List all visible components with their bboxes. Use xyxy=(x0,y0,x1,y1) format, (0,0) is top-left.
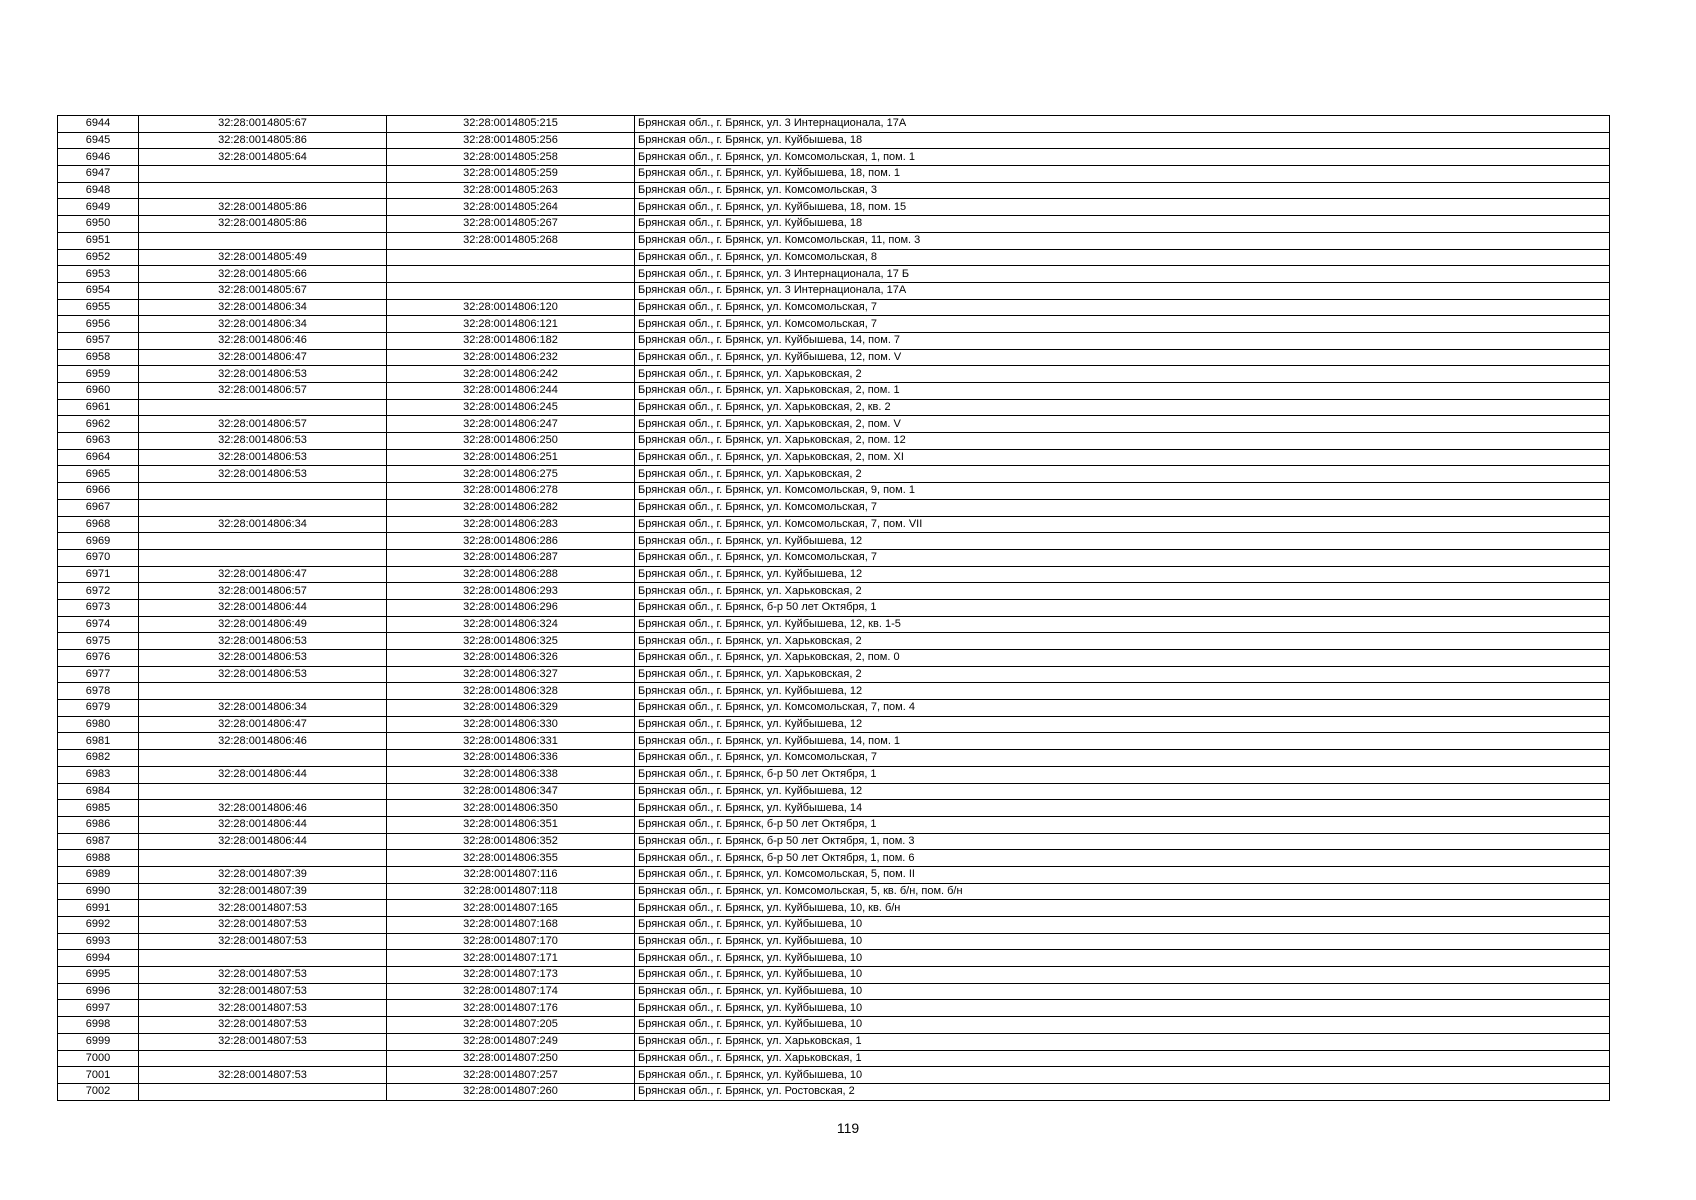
land-cadastral-number-cell: 32:28:0014805:86 xyxy=(139,132,387,149)
object-cadastral-number-cell: 32:28:0014805:268 xyxy=(387,232,635,249)
table-row xyxy=(58,249,1610,266)
land-cadastral-number-cell: 32:28:0014806:44 xyxy=(139,766,387,783)
address-cell: Брянская обл., г. Брянск, ул. Комсомольская, 7, пом. VII xyxy=(635,516,1610,533)
table-row xyxy=(58,1033,1610,1050)
table-row xyxy=(58,466,1610,483)
land-cadastral-number-cell: 32:28:0014805:67 xyxy=(139,282,387,299)
object-cadastral-number-cell: 32:28:0014806:283 xyxy=(387,516,635,533)
land-cadastral-number-cell xyxy=(139,399,387,416)
object-cadastral-number-cell: 32:28:0014805:263 xyxy=(387,182,635,199)
table-row xyxy=(58,132,1610,149)
land-cadastral-number-cell: 32:28:0014807:53 xyxy=(139,983,387,1000)
table-row xyxy=(58,866,1610,883)
address-cell: Брянская обл., г. Брянск, ул. Харьковская, 2, пом. 0 xyxy=(635,650,1610,667)
table-row xyxy=(58,716,1610,733)
address-cell: Брянская обл., г. Брянск, ул. Куйбышева, 10 xyxy=(635,1017,1610,1034)
address-cell: Брянская обл., г. Брянск, ул. Комсомольская, 8 xyxy=(635,249,1610,266)
row-number-cell: 6965 xyxy=(58,466,139,483)
row-number-cell: 6981 xyxy=(58,733,139,750)
table-row xyxy=(58,750,1610,767)
land-cadastral-number-cell xyxy=(139,950,387,967)
table-row xyxy=(58,182,1610,199)
table-row xyxy=(58,1083,1610,1100)
row-number-cell: 6990 xyxy=(58,883,139,900)
object-cadastral-number-cell: 32:28:0014806:245 xyxy=(387,399,635,416)
row-number-cell: 7002 xyxy=(58,1083,139,1100)
object-cadastral-number-cell: 32:28:0014806:287 xyxy=(387,549,635,566)
land-cadastral-number-cell: 32:28:0014806:34 xyxy=(139,316,387,333)
land-cadastral-number-cell xyxy=(139,750,387,767)
table-row xyxy=(58,149,1610,166)
table-row xyxy=(58,683,1610,700)
address-cell: Брянская обл., г. Брянск, ул. Харьковская, 2 xyxy=(635,583,1610,600)
address-cell: Брянская обл., г. Брянск, ул. Куйбышева, 18 xyxy=(635,132,1610,149)
table-row xyxy=(58,383,1610,400)
land-cadastral-number-cell xyxy=(139,549,387,566)
object-cadastral-number-cell: 32:28:0014806:251 xyxy=(387,449,635,466)
land-cadastral-number-cell: 32:28:0014807:53 xyxy=(139,1000,387,1017)
address-cell: Брянская обл., г. Брянск, ул. Куйбышева, 12 xyxy=(635,533,1610,550)
object-cadastral-number-cell: 32:28:0014806:120 xyxy=(387,299,635,316)
object-cadastral-number-cell xyxy=(387,266,635,283)
table-row xyxy=(58,216,1610,233)
table-row xyxy=(58,1067,1610,1084)
table-row xyxy=(58,349,1610,366)
address-cell: Брянская обл., г. Брянск, ул. 3 Интернационала, 17 Б xyxy=(635,266,1610,283)
land-cadastral-number-cell: 32:28:0014807:53 xyxy=(139,1067,387,1084)
object-cadastral-number-cell: 32:28:0014806:275 xyxy=(387,466,635,483)
address-cell: Брянская обл., г. Брянск, ул. Комсомольская, 5, кв. б/н, пом. б/н xyxy=(635,883,1610,900)
row-number-cell: 6969 xyxy=(58,533,139,550)
address-cell: Брянская обл., г. Брянск, ул. Куйбышева, 18, пом. 1 xyxy=(635,166,1610,183)
row-number-cell: 6960 xyxy=(58,383,139,400)
table-row xyxy=(58,633,1610,650)
object-cadastral-number-cell: 32:28:0014806:288 xyxy=(387,566,635,583)
address-cell: Брянская обл., г. Брянск, ул. Комсомольская, 3 xyxy=(635,182,1610,199)
address-cell: Брянская обл., г. Брянск, б-р 50 лет Октября, 1 xyxy=(635,599,1610,616)
address-cell: Брянская обл., г. Брянск, ул. Куйбышева, 10 xyxy=(635,950,1610,967)
address-cell: Брянская обл., г. Брянск, ул. Комсомольская, 1, пом. 1 xyxy=(635,149,1610,166)
row-number-cell: 6983 xyxy=(58,766,139,783)
object-cadastral-number-cell: 32:28:0014806:326 xyxy=(387,650,635,667)
address-cell: Брянская обл., г. Брянск, ул. Комсомольская, 7, пом. 4 xyxy=(635,700,1610,717)
table-row xyxy=(58,816,1610,833)
object-cadastral-number-cell: 32:28:0014807:205 xyxy=(387,1017,635,1034)
table-row xyxy=(58,433,1610,450)
table-row xyxy=(58,399,1610,416)
row-number-cell: 6979 xyxy=(58,700,139,717)
row-number-cell: 6977 xyxy=(58,666,139,683)
land-cadastral-number-cell: 32:28:0014807:53 xyxy=(139,1033,387,1050)
address-cell: Брянская обл., г. Брянск, ул. Куйбышева, 10 xyxy=(635,917,1610,934)
land-cadastral-number-cell: 32:28:0014807:53 xyxy=(139,933,387,950)
table-row xyxy=(58,599,1610,616)
land-cadastral-number-cell: 32:28:0014806:57 xyxy=(139,383,387,400)
object-cadastral-number-cell: 32:28:0014805:256 xyxy=(387,132,635,149)
table-row xyxy=(58,700,1610,717)
table-row xyxy=(58,316,1610,333)
address-cell: Брянская обл., г. Брянск, ул. Харьковская, 1 xyxy=(635,1033,1610,1050)
land-cadastral-number-cell: 32:28:0014806:57 xyxy=(139,583,387,600)
land-cadastral-number-cell: 32:28:0014806:53 xyxy=(139,666,387,683)
land-cadastral-number-cell: 32:28:0014807:39 xyxy=(139,883,387,900)
address-cell: Брянская обл., г. Брянск, ул. Куйбышева, 10 xyxy=(635,933,1610,950)
row-number-cell: 6976 xyxy=(58,650,139,667)
row-number-cell: 6949 xyxy=(58,199,139,216)
object-cadastral-number-cell: 32:28:0014806:329 xyxy=(387,700,635,717)
object-cadastral-number-cell: 32:28:0014805:215 xyxy=(387,116,635,133)
land-cadastral-number-cell xyxy=(139,166,387,183)
object-cadastral-number-cell: 32:28:0014807:174 xyxy=(387,983,635,1000)
table-row xyxy=(58,950,1610,967)
address-cell: Брянская обл., г. Брянск, ул. Куйбышева, 12, пом. V xyxy=(635,349,1610,366)
row-number-cell: 6966 xyxy=(58,483,139,500)
land-cadastral-number-cell: 32:28:0014806:47 xyxy=(139,349,387,366)
object-cadastral-number-cell: 32:28:0014806:278 xyxy=(387,483,635,500)
land-cadastral-number-cell: 32:28:0014807:53 xyxy=(139,900,387,917)
object-cadastral-number-cell: 32:28:0014807:171 xyxy=(387,950,635,967)
land-cadastral-number-cell: 32:28:0014806:44 xyxy=(139,816,387,833)
page-number: 119 xyxy=(836,1120,860,1136)
land-cadastral-number-cell: 32:28:0014805:66 xyxy=(139,266,387,283)
row-number-cell: 6962 xyxy=(58,416,139,433)
table-row xyxy=(58,499,1610,516)
object-cadastral-number-cell: 32:28:0014806:232 xyxy=(387,349,635,366)
object-cadastral-number-cell: 32:28:0014807:176 xyxy=(387,1000,635,1017)
object-cadastral-number-cell: 32:28:0014807:118 xyxy=(387,883,635,900)
row-number-cell: 6998 xyxy=(58,1017,139,1034)
land-cadastral-number-cell: 32:28:0014805:67 xyxy=(139,116,387,133)
address-cell: Брянская обл., г. Брянск, ул. Куйбышева, 14 xyxy=(635,800,1610,817)
object-cadastral-number-cell: 32:28:0014806:286 xyxy=(387,533,635,550)
table-row xyxy=(58,883,1610,900)
object-cadastral-number-cell: 32:28:0014806:328 xyxy=(387,683,635,700)
address-cell: Брянская обл., г. Брянск, ул. Куйбышева, 14, пом. 7 xyxy=(635,332,1610,349)
row-number-cell: 6953 xyxy=(58,266,139,283)
address-cell: Брянская обл., г. Брянск, ул. Харьковская, 2, кв. 2 xyxy=(635,399,1610,416)
land-cadastral-number-cell: 32:28:0014806:34 xyxy=(139,299,387,316)
address-cell: Брянская обл., г. Брянск, ул. 3 Интернационала, 17А xyxy=(635,282,1610,299)
row-number-cell: 6975 xyxy=(58,633,139,650)
land-cadastral-number-cell: 32:28:0014806:46 xyxy=(139,800,387,817)
table-row xyxy=(58,533,1610,550)
land-cadastral-number-cell xyxy=(139,1083,387,1100)
row-number-cell: 6947 xyxy=(58,166,139,183)
land-cadastral-number-cell: 32:28:0014806:46 xyxy=(139,733,387,750)
address-cell: Брянская обл., г. Брянск, ул. Куйбышева, 12 xyxy=(635,683,1610,700)
land-cadastral-number-cell: 32:28:0014806:44 xyxy=(139,599,387,616)
row-number-cell: 6995 xyxy=(58,967,139,984)
land-cadastral-number-cell: 32:28:0014806:53 xyxy=(139,433,387,450)
table-row xyxy=(58,616,1610,633)
row-number-cell: 6964 xyxy=(58,449,139,466)
table-row xyxy=(58,483,1610,500)
data-table xyxy=(57,115,1610,1101)
address-cell: Брянская обл., г. Брянск, ул. Куйбышева, 12, кв. 1-5 xyxy=(635,616,1610,633)
land-cadastral-number-cell: 32:28:0014807:53 xyxy=(139,1017,387,1034)
table-row xyxy=(58,833,1610,850)
land-cadastral-number-cell xyxy=(139,182,387,199)
land-cadastral-number-cell: 32:28:0014806:49 xyxy=(139,616,387,633)
land-cadastral-number-cell: 32:28:0014807:53 xyxy=(139,967,387,984)
object-cadastral-number-cell xyxy=(387,282,635,299)
object-cadastral-number-cell: 32:28:0014806:331 xyxy=(387,733,635,750)
address-cell: Брянская обл., г. Брянск, ул. Куйбышева, 18, пом. 15 xyxy=(635,199,1610,216)
object-cadastral-number-cell: 32:28:0014806:355 xyxy=(387,850,635,867)
row-number-cell: 6988 xyxy=(58,850,139,867)
address-cell: Брянская обл., г. Брянск, ул. Харьковская, 1 xyxy=(635,1050,1610,1067)
table-row xyxy=(58,800,1610,817)
table-row xyxy=(58,116,1610,133)
object-cadastral-number-cell: 32:28:0014806:182 xyxy=(387,332,635,349)
address-cell: Брянская обл., г. Брянск, ул. Куйбышева, 10 xyxy=(635,983,1610,1000)
row-number-cell: 6978 xyxy=(58,683,139,700)
table-row xyxy=(58,449,1610,466)
land-cadastral-number-cell xyxy=(139,783,387,800)
land-cadastral-number-cell: 32:28:0014805:49 xyxy=(139,249,387,266)
object-cadastral-number-cell: 32:28:0014805:264 xyxy=(387,199,635,216)
table-row xyxy=(58,650,1610,667)
address-cell: Брянская обл., г. Брянск, ул. Харьковская, 2, пом. XI xyxy=(635,449,1610,466)
row-number-cell: 6991 xyxy=(58,900,139,917)
row-number-cell: 6970 xyxy=(58,549,139,566)
land-cadastral-number-cell: 32:28:0014806:53 xyxy=(139,650,387,667)
row-number-cell: 6996 xyxy=(58,983,139,1000)
object-cadastral-number-cell: 32:28:0014807:173 xyxy=(387,967,635,984)
row-number-cell: 6974 xyxy=(58,616,139,633)
land-cadastral-number-cell xyxy=(139,483,387,500)
row-number-cell: 6992 xyxy=(58,917,139,934)
row-number-cell: 6986 xyxy=(58,816,139,833)
object-cadastral-number-cell: 32:28:0014806:242 xyxy=(387,366,635,383)
object-cadastral-number-cell: 32:28:0014806:350 xyxy=(387,800,635,817)
address-cell: Брянская обл., г. Брянск, ул. Комсомольская, 7 xyxy=(635,316,1610,333)
row-number-cell: 6982 xyxy=(58,750,139,767)
object-cadastral-number-cell: 32:28:0014806:347 xyxy=(387,783,635,800)
address-cell: Брянская обл., г. Брянск, б-р 50 лет Октября, 1, пом. 3 xyxy=(635,833,1610,850)
row-number-cell: 6955 xyxy=(58,299,139,316)
object-cadastral-number-cell: 32:28:0014806:338 xyxy=(387,766,635,783)
table-row xyxy=(58,366,1610,383)
address-cell: Брянская обл., г. Брянск, ул. Ростовская, 2 xyxy=(635,1083,1610,1100)
land-cadastral-number-cell: 32:28:0014806:53 xyxy=(139,449,387,466)
table-row xyxy=(58,332,1610,349)
row-number-cell: 6951 xyxy=(58,232,139,249)
table-row xyxy=(58,933,1610,950)
address-cell: Брянская обл., г. Брянск, ул. Харьковская, 2, пом. V xyxy=(635,416,1610,433)
table-row xyxy=(58,232,1610,249)
object-cadastral-number-cell: 32:28:0014806:324 xyxy=(387,616,635,633)
row-number-cell: 6956 xyxy=(58,316,139,333)
object-cadastral-number-cell xyxy=(387,249,635,266)
land-cadastral-number-cell: 32:28:0014806:53 xyxy=(139,466,387,483)
object-cadastral-number-cell: 32:28:0014805:259 xyxy=(387,166,635,183)
object-cadastral-number-cell: 32:28:0014807:168 xyxy=(387,917,635,934)
land-cadastral-number-cell: 32:28:0014806:53 xyxy=(139,633,387,650)
row-number-cell: 6994 xyxy=(58,950,139,967)
address-cell: Брянская обл., г. Брянск, ул. Куйбышева, 10, кв. б/н xyxy=(635,900,1610,917)
land-cadastral-number-cell: 32:28:0014805:86 xyxy=(139,199,387,216)
row-number-cell: 6963 xyxy=(58,433,139,450)
table-row xyxy=(58,983,1610,1000)
row-number-cell: 6945 xyxy=(58,132,139,149)
land-cadastral-number-cell: 32:28:0014806:34 xyxy=(139,516,387,533)
table-row xyxy=(58,299,1610,316)
object-cadastral-number-cell: 32:28:0014806:296 xyxy=(387,599,635,616)
address-cell: Брянская обл., г. Брянск, ул. Комсомольская, 7 xyxy=(635,499,1610,516)
row-number-cell: 6997 xyxy=(58,1000,139,1017)
row-number-cell: 6971 xyxy=(58,566,139,583)
land-cadastral-number-cell: 32:28:0014805:64 xyxy=(139,149,387,166)
table-body xyxy=(58,116,1610,1101)
row-number-cell: 6957 xyxy=(58,332,139,349)
table-row xyxy=(58,850,1610,867)
address-cell: Брянская обл., г. Брянск, ул. 3 Интернационала, 17А xyxy=(635,116,1610,133)
land-cadastral-number-cell: 32:28:0014806:47 xyxy=(139,716,387,733)
table-row xyxy=(58,166,1610,183)
table-row xyxy=(58,766,1610,783)
table-row xyxy=(58,566,1610,583)
row-number-cell: 7000 xyxy=(58,1050,139,1067)
address-cell: Брянская обл., г. Брянск, б-р 50 лет Октября, 1 xyxy=(635,766,1610,783)
object-cadastral-number-cell: 32:28:0014806:244 xyxy=(387,383,635,400)
row-number-cell: 6944 xyxy=(58,116,139,133)
address-cell: Брянская обл., г. Брянск, ул. Комсомольская, 11, пом. 3 xyxy=(635,232,1610,249)
table-row xyxy=(58,967,1610,984)
table-row xyxy=(58,733,1610,750)
address-cell: Брянская обл., г. Брянск, ул. Харьковская, 2, пом. 12 xyxy=(635,433,1610,450)
table-row xyxy=(58,666,1610,683)
row-number-cell: 6973 xyxy=(58,599,139,616)
land-cadastral-number-cell xyxy=(139,232,387,249)
land-cadastral-number-cell xyxy=(139,1050,387,1067)
land-cadastral-number-cell: 32:28:0014806:53 xyxy=(139,366,387,383)
address-cell: Брянская обл., г. Брянск, ул. Харьковская, 2, пом. 1 xyxy=(635,383,1610,400)
table-row xyxy=(58,266,1610,283)
address-cell: Брянская обл., г. Брянск, ул. Комсомольская, 9, пом. 1 xyxy=(635,483,1610,500)
row-number-cell: 6985 xyxy=(58,800,139,817)
table-row xyxy=(58,549,1610,566)
object-cadastral-number-cell: 32:28:0014807:260 xyxy=(387,1083,635,1100)
land-cadastral-number-cell: 32:28:0014807:53 xyxy=(139,917,387,934)
land-cadastral-number-cell: 32:28:0014806:47 xyxy=(139,566,387,583)
row-number-cell: 6989 xyxy=(58,866,139,883)
address-cell: Брянская обл., г. Брянск, ул. Куйбышева, 10 xyxy=(635,1067,1610,1084)
table-row xyxy=(58,917,1610,934)
object-cadastral-number-cell: 32:28:0014806:325 xyxy=(387,633,635,650)
object-cadastral-number-cell: 32:28:0014806:352 xyxy=(387,833,635,850)
land-cadastral-number-cell: 32:28:0014806:34 xyxy=(139,700,387,717)
address-cell: Брянская обл., г. Брянск, ул. Комсомольская, 5, пом. II xyxy=(635,866,1610,883)
row-number-cell: 6948 xyxy=(58,182,139,199)
address-cell: Брянская обл., г. Брянск, ул. Харьковская, 2 xyxy=(635,666,1610,683)
object-cadastral-number-cell: 32:28:0014806:327 xyxy=(387,666,635,683)
land-cadastral-number-cell: 32:28:0014805:86 xyxy=(139,216,387,233)
address-cell: Брянская обл., г. Брянск, ул. Куйбышева, 12 xyxy=(635,783,1610,800)
row-number-cell: 6950 xyxy=(58,216,139,233)
object-cadastral-number-cell: 32:28:0014806:247 xyxy=(387,416,635,433)
land-cadastral-number-cell xyxy=(139,533,387,550)
object-cadastral-number-cell: 32:28:0014807:165 xyxy=(387,900,635,917)
object-cadastral-number-cell: 32:28:0014806:121 xyxy=(387,316,635,333)
row-number-cell: 6958 xyxy=(58,349,139,366)
address-cell: Брянская обл., г. Брянск, ул. Комсомольская, 7 xyxy=(635,299,1610,316)
address-cell: Брянская обл., г. Брянск, ул. Куйбышева, 10 xyxy=(635,967,1610,984)
address-cell: Брянская обл., г. Брянск, ул. Куйбышева, 12 xyxy=(635,716,1610,733)
table-row xyxy=(58,516,1610,533)
address-cell: Брянская обл., г. Брянск, ул. Куйбышева, 14, пом. 1 xyxy=(635,733,1610,750)
address-cell: Брянская обл., г. Брянск, ул. Куйбышева, 10 xyxy=(635,1000,1610,1017)
row-number-cell: 6959 xyxy=(58,366,139,383)
object-cadastral-number-cell: 32:28:0014806:351 xyxy=(387,816,635,833)
land-cadastral-number-cell: 32:28:0014807:39 xyxy=(139,866,387,883)
object-cadastral-number-cell: 32:28:0014807:170 xyxy=(387,933,635,950)
row-number-cell: 6952 xyxy=(58,249,139,266)
address-cell: Брянская обл., г. Брянск, ул. Харьковская, 2 xyxy=(635,366,1610,383)
row-number-cell: 6967 xyxy=(58,499,139,516)
table-row xyxy=(58,1000,1610,1017)
address-cell: Брянская обл., г. Брянск, ул. Харьковская, 2 xyxy=(635,466,1610,483)
table-row xyxy=(58,583,1610,600)
address-cell: Брянская обл., г. Брянск, б-р 50 лет Октября, 1, пом. 6 xyxy=(635,850,1610,867)
object-cadastral-number-cell: 32:28:0014806:330 xyxy=(387,716,635,733)
table-row xyxy=(58,900,1610,917)
row-number-cell: 6954 xyxy=(58,282,139,299)
object-cadastral-number-cell: 32:28:0014806:282 xyxy=(387,499,635,516)
row-number-cell: 6946 xyxy=(58,149,139,166)
object-cadastral-number-cell: 32:28:0014805:267 xyxy=(387,216,635,233)
row-number-cell: 6987 xyxy=(58,833,139,850)
object-cadastral-number-cell: 32:28:0014806:293 xyxy=(387,583,635,600)
address-cell: Брянская обл., г. Брянск, ул. Куйбышева, 18 xyxy=(635,216,1610,233)
row-number-cell: 6968 xyxy=(58,516,139,533)
row-number-cell: 6984 xyxy=(58,783,139,800)
land-cadastral-number-cell: 32:28:0014806:57 xyxy=(139,416,387,433)
address-cell: Брянская обл., г. Брянск, ул. Харьковская, 2 xyxy=(635,633,1610,650)
row-number-cell: 6999 xyxy=(58,1033,139,1050)
land-cadastral-number-cell xyxy=(139,499,387,516)
address-cell: Брянская обл., г. Брянск, ул. Куйбышева, 12 xyxy=(635,566,1610,583)
land-cadastral-number-cell: 32:28:0014806:44 xyxy=(139,833,387,850)
object-cadastral-number-cell: 32:28:0014807:116 xyxy=(387,866,635,883)
table-row xyxy=(58,783,1610,800)
table-row xyxy=(58,1050,1610,1067)
object-cadastral-number-cell: 32:28:0014807:249 xyxy=(387,1033,635,1050)
object-cadastral-number-cell: 32:28:0014806:250 xyxy=(387,433,635,450)
table-row xyxy=(58,416,1610,433)
row-number-cell: 6972 xyxy=(58,583,139,600)
row-number-cell: 7001 xyxy=(58,1067,139,1084)
row-number-cell: 6961 xyxy=(58,399,139,416)
land-cadastral-number-cell xyxy=(139,850,387,867)
address-cell: Брянская обл., г. Брянск, ул. Комсомольская, 7 xyxy=(635,549,1610,566)
object-cadastral-number-cell: 32:28:0014806:336 xyxy=(387,750,635,767)
object-cadastral-number-cell: 32:28:0014807:257 xyxy=(387,1067,635,1084)
table-row xyxy=(58,199,1610,216)
land-cadastral-number-cell: 32:28:0014806:46 xyxy=(139,332,387,349)
address-cell: Брянская обл., г. Брянск, ул. Комсомольская, 7 xyxy=(635,750,1610,767)
table-row xyxy=(58,1017,1610,1034)
object-cadastral-number-cell: 32:28:0014805:258 xyxy=(387,149,635,166)
object-cadastral-number-cell: 32:28:0014807:250 xyxy=(387,1050,635,1067)
land-cadastral-number-cell xyxy=(139,683,387,700)
row-number-cell: 6980 xyxy=(58,716,139,733)
table-row xyxy=(58,282,1610,299)
address-cell: Брянская обл., г. Брянск, б-р 50 лет Октября, 1 xyxy=(635,816,1610,833)
row-number-cell: 6993 xyxy=(58,933,139,950)
